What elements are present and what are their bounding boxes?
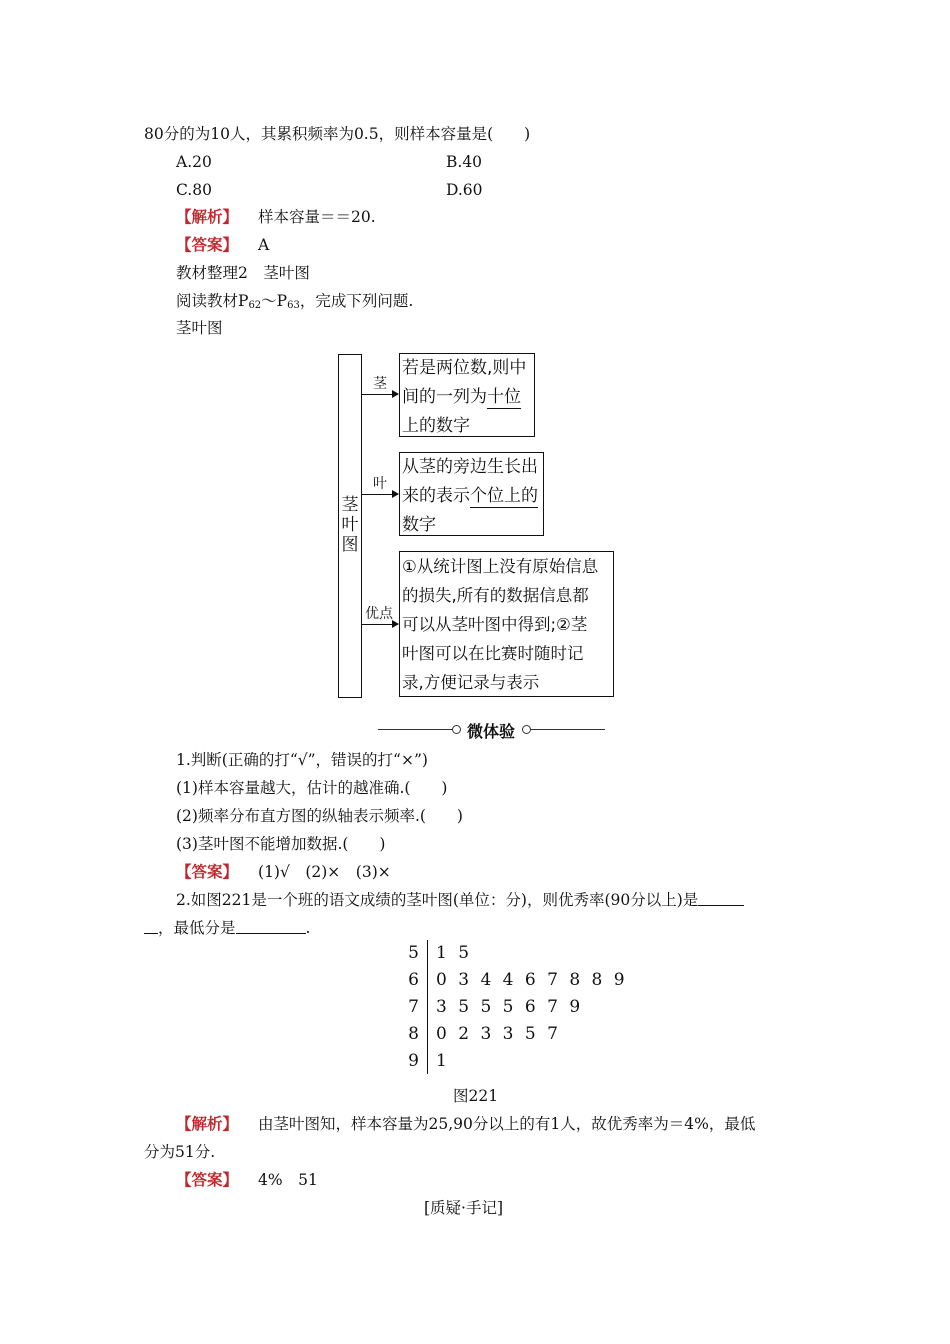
divider bbox=[378, 729, 452, 730]
arrow-icon bbox=[362, 624, 398, 625]
reading-suffix: ，完成下列问题. bbox=[299, 292, 414, 310]
answer-text: A bbox=[258, 236, 270, 254]
q2-analysis-line2: 分为51分. bbox=[144, 1143, 216, 1161]
option-a: A.20 bbox=[176, 153, 212, 171]
branch-label-leaf: 叶 bbox=[373, 476, 387, 492]
box-line: ①从统计图上没有原始信息 bbox=[402, 557, 599, 576]
circle-icon bbox=[522, 725, 531, 734]
branch-box-leaf bbox=[399, 452, 544, 536]
leaf-values: 1 5 bbox=[436, 943, 473, 963]
q2-stem-line1 bbox=[176, 890, 744, 910]
section-title-micro bbox=[378, 718, 604, 740]
leaf-values: 3 5 5 5 6 7 9 bbox=[436, 997, 584, 1017]
box-line: 录,方便记录与表示 bbox=[402, 673, 540, 692]
leaf-values: 0 2 3 3 5 7 bbox=[436, 1024, 561, 1044]
answer-tag: 【答案】 bbox=[176, 235, 239, 254]
box-line: 若是两位数,则中 bbox=[402, 358, 527, 378]
page-end: 63 bbox=[287, 300, 300, 311]
diagram-root-label bbox=[339, 495, 361, 555]
arrow-icon bbox=[362, 394, 398, 395]
answer-blank bbox=[236, 919, 306, 934]
answer-line bbox=[176, 235, 269, 255]
branch-box-advantage bbox=[399, 551, 614, 697]
leaf-values: 0 3 4 4 6 7 8 8 9 bbox=[436, 970, 628, 990]
answer-tag: 【答案】 bbox=[176, 1170, 239, 1189]
q1-item: (3)茎叶图不能增加数据.( ) bbox=[176, 835, 386, 853]
reading-mid: ～P bbox=[261, 292, 288, 310]
option-c: C.80 bbox=[176, 181, 212, 199]
box-line: 上的数字 bbox=[402, 416, 470, 436]
branch-label-advantage: 优点 bbox=[365, 606, 393, 622]
box-line: 叶图可以在比赛时随时记 bbox=[402, 644, 584, 663]
stem-value: 5 bbox=[408, 943, 419, 963]
analysis-text: 由茎叶图知，样本容量为25,90分以上的有1人，故优秀率为＝4%，最低 bbox=[258, 1115, 756, 1133]
branch-label-stem: 茎 bbox=[373, 376, 387, 392]
stem-leaf-divider bbox=[427, 940, 428, 1074]
q2-stem-line2 bbox=[144, 918, 310, 938]
page-start: 62 bbox=[248, 300, 262, 311]
root-char: 图 bbox=[341, 535, 359, 555]
q1-answer-line bbox=[176, 862, 391, 882]
q2-answer-line bbox=[176, 1170, 318, 1190]
reading-instruction bbox=[176, 291, 413, 316]
q1-stem: 1.判断(正确的打“√”，错误的打“×”) bbox=[176, 751, 428, 769]
stem-value: 8 bbox=[408, 1024, 419, 1044]
analysis-text: 样本容量＝＝20. bbox=[258, 208, 376, 226]
analysis-tag: 【解析】 bbox=[176, 1114, 239, 1133]
reading-prefix: 阅读教材P bbox=[176, 292, 249, 310]
root-char: 叶 bbox=[341, 515, 359, 535]
q2-stem-text: ，最低分是 bbox=[158, 919, 236, 937]
fill-answer: 十位 bbox=[487, 387, 521, 407]
diagram-root-box bbox=[338, 354, 362, 698]
arrow-icon bbox=[362, 494, 398, 495]
box-line: 间的一列为十位 bbox=[402, 387, 521, 407]
answer-blank bbox=[698, 891, 744, 906]
analysis-tag: 【解析】 bbox=[176, 207, 239, 226]
stem-value: 9 bbox=[408, 1051, 419, 1071]
section-title-text: 微体验 bbox=[466, 722, 515, 741]
leaf-values: 1 bbox=[436, 1051, 450, 1071]
answer-text: (1)√ (2)× (3)× bbox=[258, 863, 391, 881]
answer-text: 4% 51 bbox=[258, 1171, 318, 1189]
option-b: B.40 bbox=[446, 153, 483, 171]
q1-item: (1)样本容量越大，估计的越准确.( ) bbox=[176, 779, 448, 797]
box-line: 的损失,所有的数据信息都 bbox=[402, 586, 589, 605]
branch-box-stem bbox=[399, 353, 535, 437]
subheading: 茎叶图 bbox=[176, 319, 223, 337]
divider bbox=[531, 729, 605, 730]
question-stem: 80分的为10人，其累积频率为0.5，则样本容量是( ) bbox=[144, 125, 531, 143]
analysis-line bbox=[176, 207, 376, 227]
q2-analysis-line1 bbox=[176, 1114, 755, 1134]
fill-answer: 个位上的 bbox=[470, 486, 538, 506]
stem-value: 7 bbox=[408, 997, 419, 1017]
answer-tag: 【答案】 bbox=[176, 862, 239, 881]
box-line: 数字 bbox=[402, 515, 436, 535]
q2-stem-end: . bbox=[305, 919, 311, 937]
answer-blank bbox=[144, 919, 158, 934]
q2-stem-text: 2.如图221是一个班的语文成绩的茎叶图(单位：分)，则优秀率(90分以上)是 bbox=[176, 891, 699, 909]
section-heading: 教材整理2 茎叶图 bbox=[176, 264, 310, 282]
circle-icon bbox=[452, 725, 461, 734]
box-line: 从茎的旁边生长出 bbox=[402, 457, 538, 477]
option-d: D.60 bbox=[446, 181, 483, 199]
box-line: 来的表示个位上的 bbox=[402, 486, 538, 506]
figure-caption: 图221 bbox=[453, 1087, 499, 1105]
q1-item: (2)频率分布直方图的纵轴表示频率.( ) bbox=[176, 807, 463, 825]
stem-value: 6 bbox=[408, 970, 419, 990]
notes-footer: [质疑·手记] bbox=[424, 1199, 504, 1217]
root-char: 茎 bbox=[341, 495, 359, 515]
box-line: 可以从茎叶图中得到;②茎 bbox=[402, 615, 588, 634]
